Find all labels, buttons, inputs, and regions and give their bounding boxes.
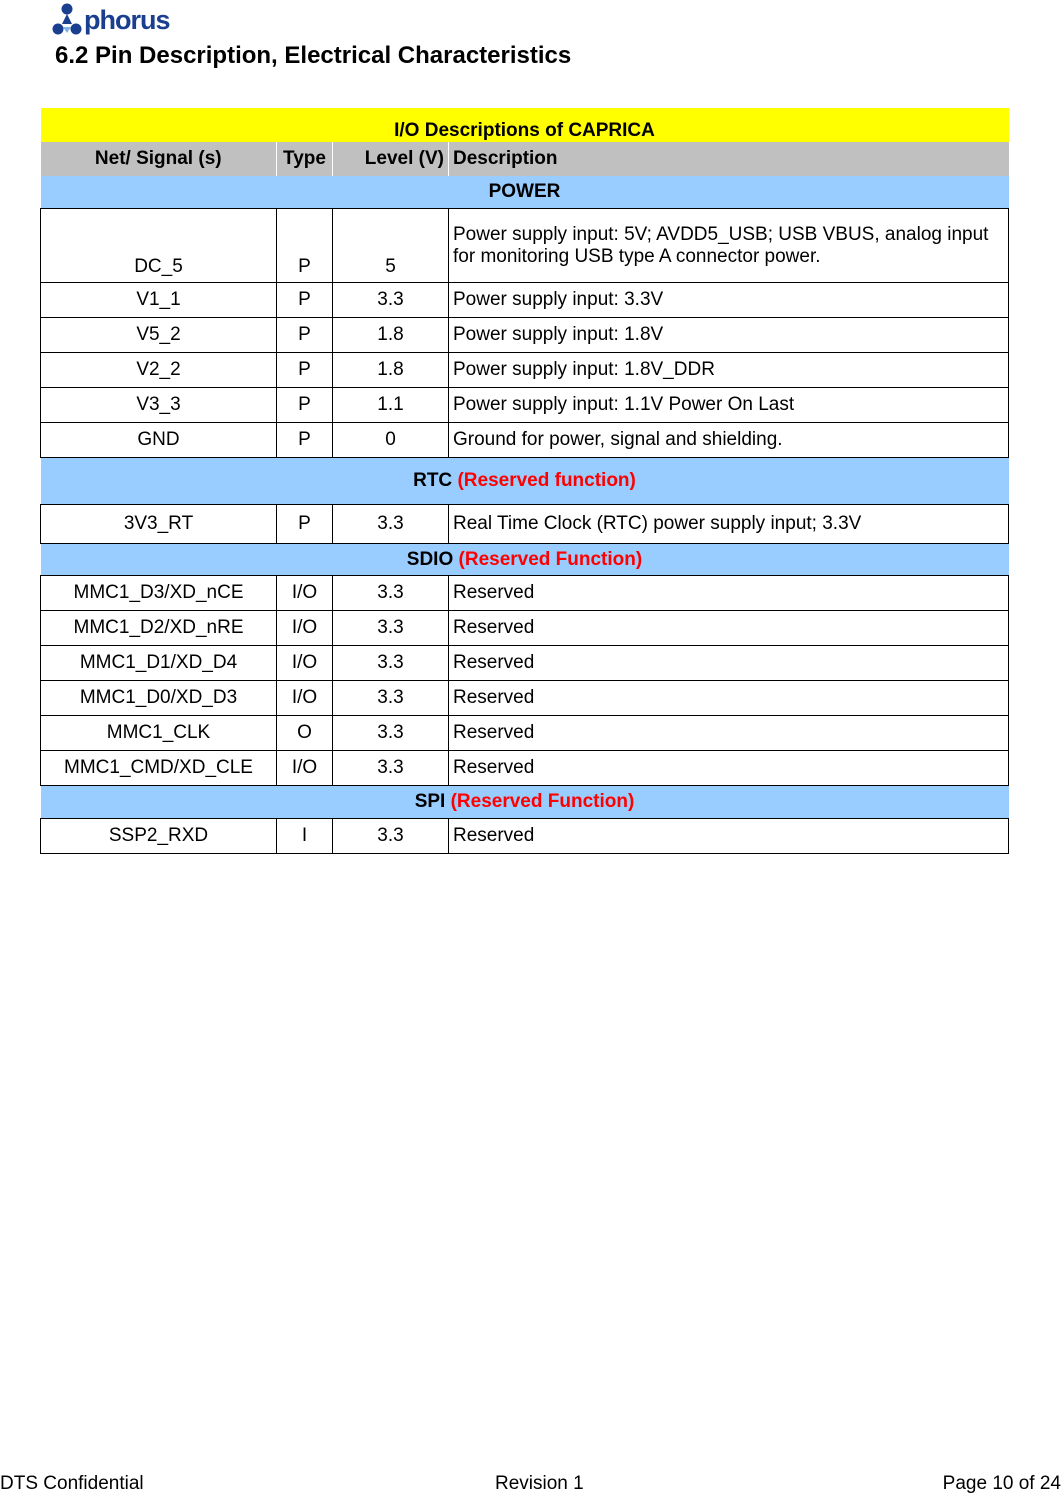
cell-description: Power supply input: 1.8V [449,318,1009,353]
section-header-rtc [41,458,1009,505]
column-header-description: Description [449,142,1009,176]
cell-description: Real Time Clock (RTC) power supply input; 3.3V [449,505,1009,544]
cell-description: Reserved [449,576,1009,611]
section-row-spi [41,786,1009,819]
cell-type: I/O [277,611,333,646]
cell-type: O [277,716,333,751]
cell-net: MMC1_CLK [41,716,277,751]
table-row [41,318,1009,353]
cell-description: Power supply input: 5V; AVDD5_USB; USB VBUS, analog input for monitoring USB type A connector power. [449,209,1009,283]
cell-level: 3.3 [333,716,449,751]
cell-level: 3.3 [333,283,449,318]
footer-page-number: Page 10 of 24 [942,1473,1061,1494]
section-note: (Reserved Function) [450,791,635,812]
section-label: RTC [413,470,453,491]
cell-level: 3.3 [333,819,449,854]
cell-level: 3.3 [333,681,449,716]
section-header-spi [41,786,1009,819]
cell-type: P [277,318,333,353]
table-title-row [41,108,1009,142]
cell-type: I/O [277,751,333,786]
cell-description: Power supply input: 1.1V Power On Last [449,388,1009,423]
cell-description: Reserved [449,751,1009,786]
cell-description: Reserved [449,716,1009,751]
section-row-power [41,176,1009,209]
section-row-sdio [41,544,1009,576]
cell-net: GND [41,423,277,458]
cell-type: I/O [277,646,333,681]
logo-text: phorus [84,5,170,35]
section-row-rtc [41,458,1009,505]
cell-description: Power supply input: 1.8V_DDR [449,353,1009,388]
section-note: (Reserved function) [457,470,636,491]
cell-type: P [277,505,333,544]
table-row [41,423,1009,458]
cell-net: MMC1_D3/XD_nCE [41,576,277,611]
table-row [41,681,1009,716]
cell-description: Reserved [449,646,1009,681]
cell-type: P [277,209,333,283]
cell-description: Reserved [449,819,1009,854]
table-row [41,646,1009,681]
cell-net: V1_1 [41,283,277,318]
table-row [41,283,1009,318]
cell-description: Reserved [449,611,1009,646]
cell-description: Reserved [449,681,1009,716]
cell-net: MMC1_D1/XD_D4 [41,646,277,681]
page-title: 6.2 Pin Description, Electrical Characteristics [55,42,572,69]
cell-net: SSP2_RXD [41,819,277,854]
column-header-level: Level (V) [333,142,449,176]
section-header-power [41,176,1009,209]
table-row [41,751,1009,786]
section-label: SPI [414,791,446,812]
cell-net: MMC1_CMD/XD_CLE [41,751,277,786]
table-title: I/O Descriptions of CAPRICA [41,108,1009,142]
cell-level: 3.3 [333,646,449,681]
section-label: SDIO [406,548,454,570]
cell-net: V3_3 [41,388,277,423]
cell-type: I [277,819,333,854]
cell-level: 1.8 [333,353,449,388]
section-header-sdio [41,544,1009,576]
table-row [41,716,1009,751]
section-label: POWER [488,181,561,202]
table-row [41,209,1009,283]
cell-level: 3.3 [333,505,449,544]
cell-level: 1.8 [333,318,449,353]
cell-level: 0 [333,423,449,458]
table-header-row [41,142,1009,176]
phorus-logo-icon [52,3,82,37]
cell-type: I/O [277,681,333,716]
cell-level: 1.1 [333,388,449,423]
table-row [41,819,1009,854]
cell-type: P [277,283,333,318]
cell-level: 5 [333,209,449,283]
cell-net: MMC1_D2/XD_nRE [41,611,277,646]
cell-type: P [277,423,333,458]
footer-confidential: DTS Confidential [0,1473,144,1494]
cell-net: 3V3_RT [41,505,277,544]
cell-net: V5_2 [41,318,277,353]
column-header-net: Net/ Signal (s) [41,142,277,176]
cell-net: V2_2 [41,353,277,388]
table-row [41,505,1009,544]
cell-description: Ground for power, signal and shielding. [449,423,1009,458]
cell-level: 3.3 [333,611,449,646]
cell-type: P [277,353,333,388]
table-row [41,611,1009,646]
company-logo [52,2,170,38]
table-row [41,576,1009,611]
footer-revision: Revision 1 [495,1473,584,1494]
cell-net: DC_5 [41,209,277,283]
cell-description: Power supply input: 3.3V [449,283,1009,318]
cell-type: P [277,388,333,423]
table-row [41,388,1009,423]
column-header-type: Type [277,142,333,176]
io-descriptions-table [40,108,1009,854]
table-row [41,353,1009,388]
cell-level: 3.3 [333,576,449,611]
cell-net: MMC1_D0/XD_D3 [41,681,277,716]
cell-level: 3.3 [333,751,449,786]
cell-type: I/O [277,576,333,611]
section-note: (Reserved Function) [458,548,643,570]
